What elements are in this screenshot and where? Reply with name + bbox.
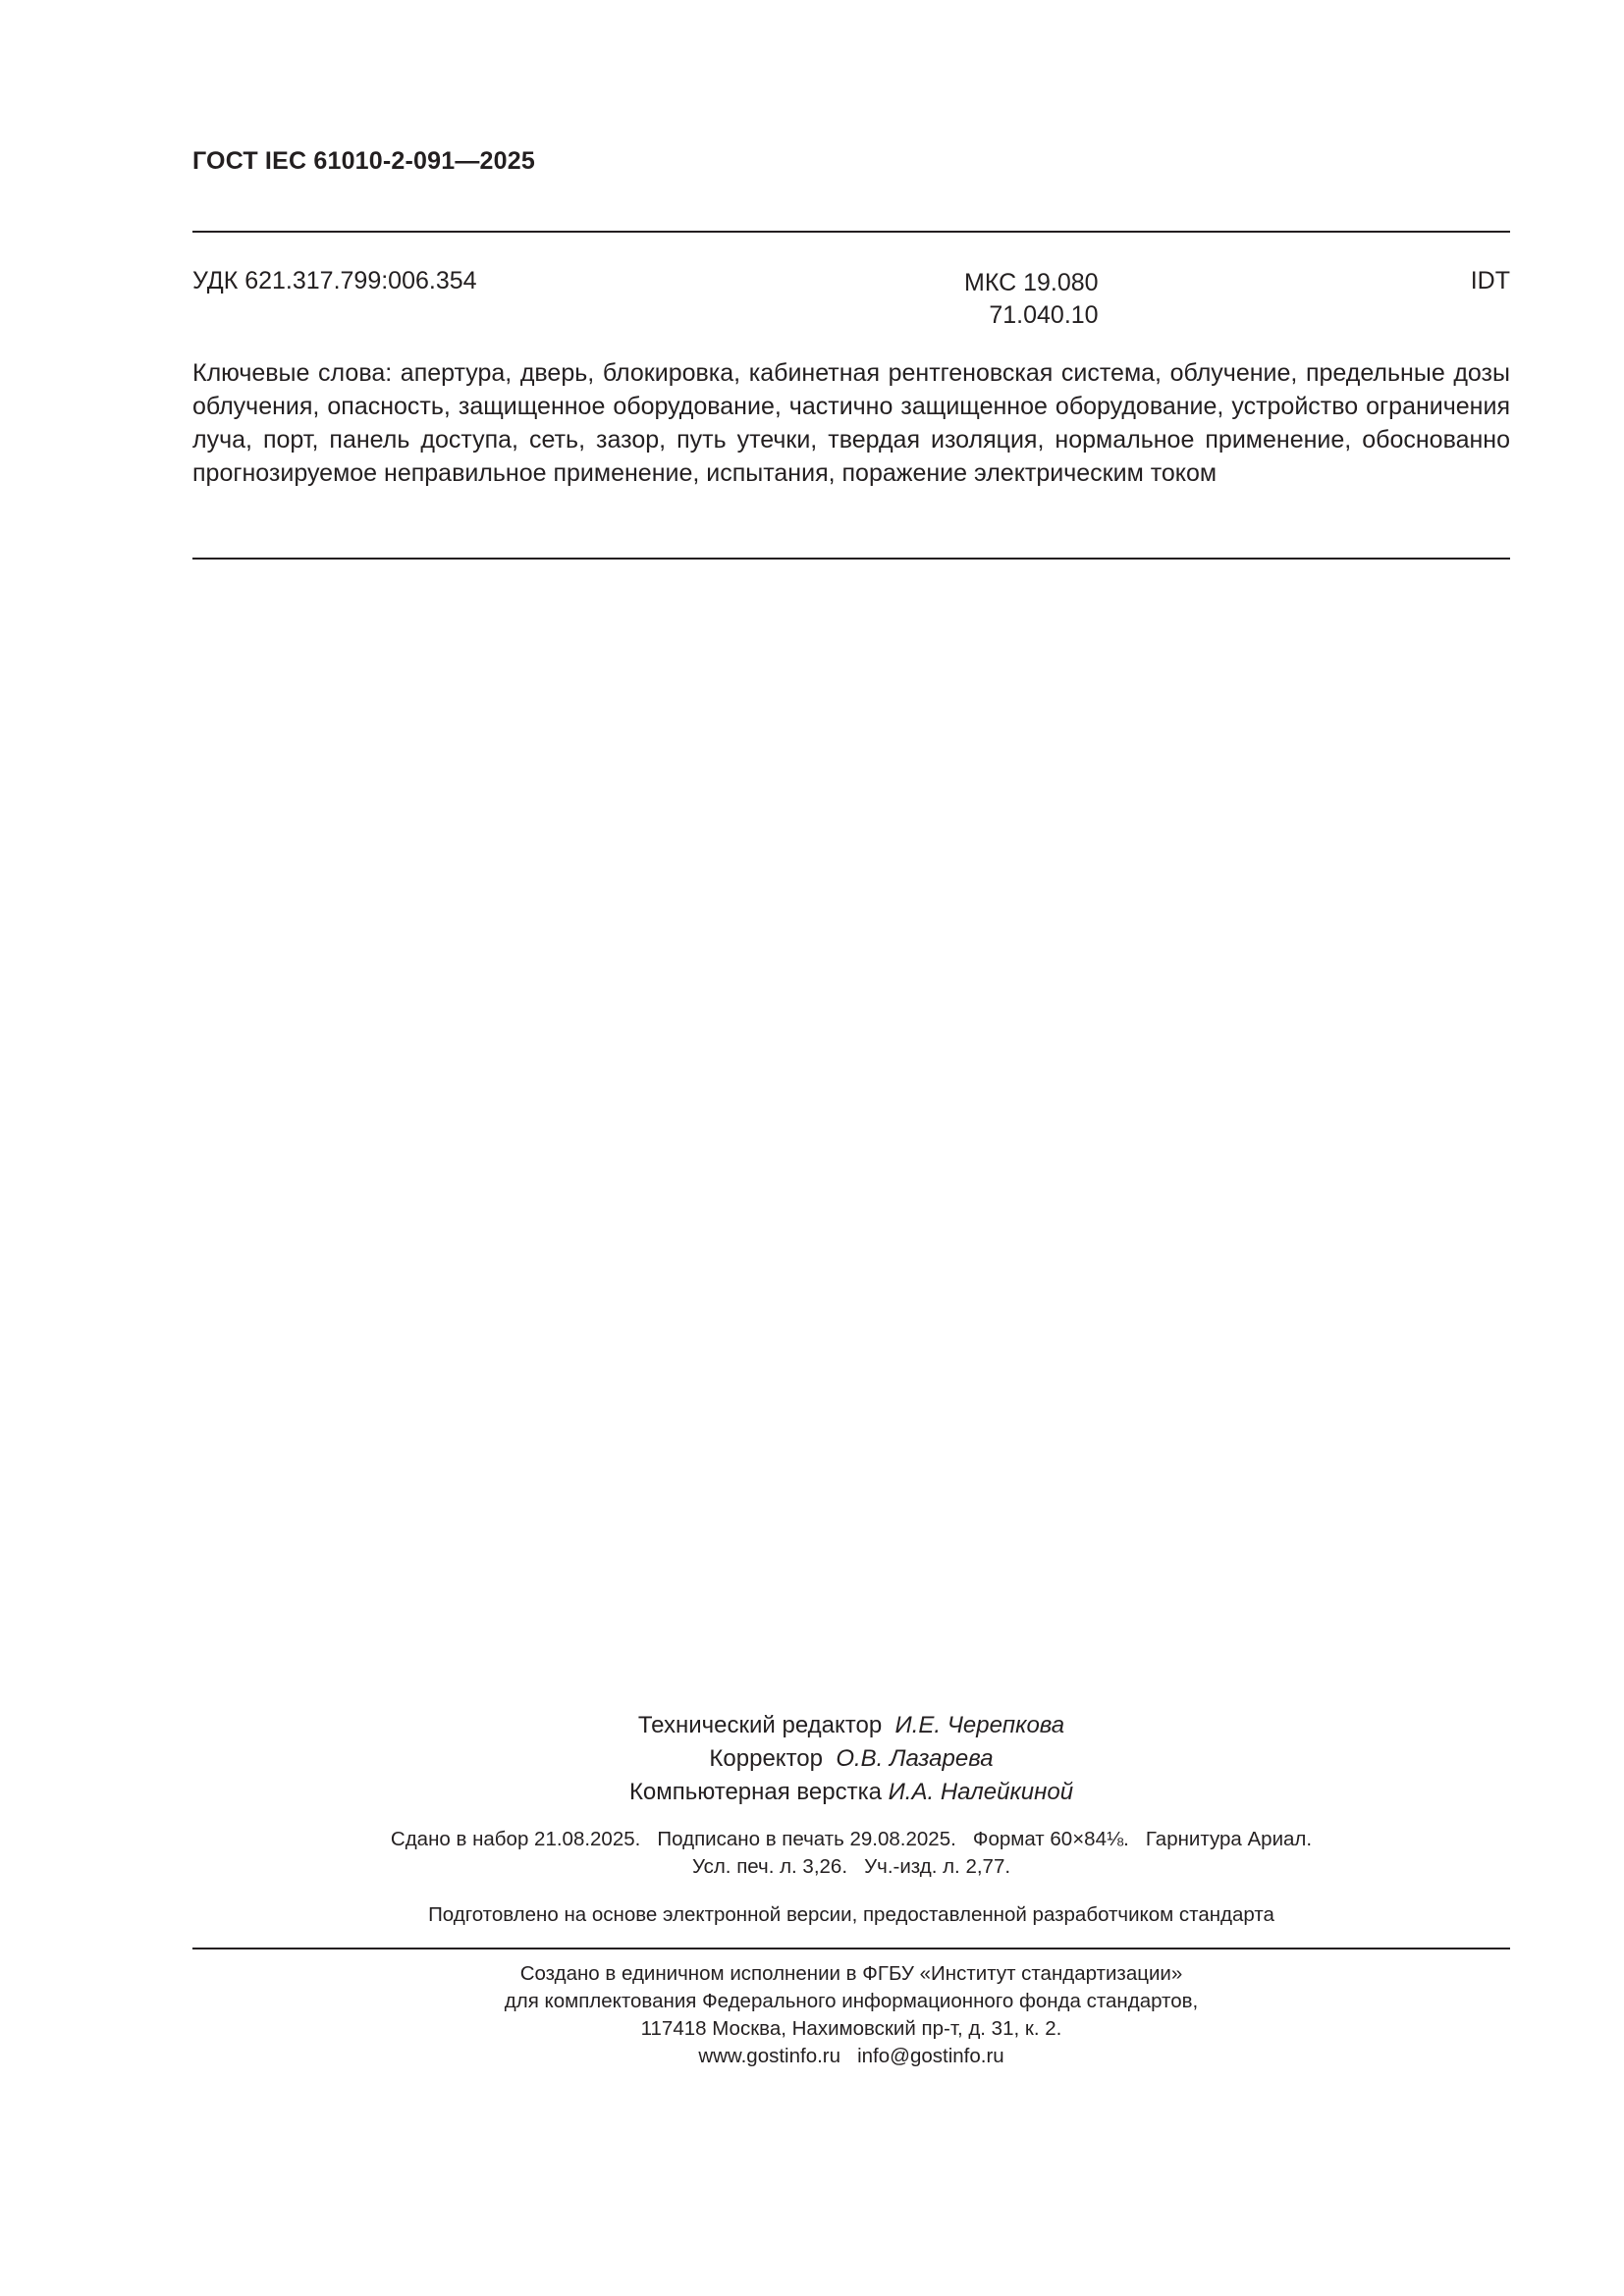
- classification-row: [192, 267, 1510, 336]
- mks-codes: [964, 267, 1099, 332]
- keywords-divider: [192, 558, 1510, 560]
- prepared-note: Подготовлено на основе электронной версии, предоставленной разработчиком стандарта: [428, 1903, 1274, 1926]
- layout-line: [192, 1776, 1510, 1809]
- keywords-paragraph: Ключевые слова: апертура, дверь, блокировка, кабинетная рентгеновская система, облучение, предельные дозы облучения, опасность, защищенное оборудование, частично защищенное оборудование, устройство ограничения луча, порт, панель доступа, сеть, зазор, путь утечки, твердая изоляция, нормальное применение, обоснованно прогнозируемое неправильное применение, испытания, поражение электрическим током: [192, 359, 1510, 487]
- print-info-line-1: Сдано в набор 21.08.2025. Подписано в печать 29.08.2025. Формат 60×84⅛. Гарнитура Ариал.: [390, 1828, 1313, 1850]
- publisher-footer: [192, 1960, 1510, 2070]
- editorial-credits: [192, 1709, 1510, 1809]
- idt-marker: IDT: [1470, 267, 1510, 294]
- tech-editor-name: И.Е. Черепкова: [894, 1712, 1065, 1738]
- mks-code-secondary: 71.040.10: [989, 301, 1099, 329]
- udk-code: УДК 621.317.799:006.354: [192, 267, 477, 294]
- print-info-line-2: Усл. печ. л. 3,26. Уч.-изд. л. 2,77.: [691, 1855, 1011, 1878]
- footer-line-1: Создано в единичном исполнении в ФГБУ «Институт стандартизации»: [519, 1962, 1183, 1985]
- corrector-name: О.В. Лазарева: [836, 1745, 994, 1772]
- layout-label: Компьютерная верстка: [628, 1779, 882, 1805]
- mks-code-primary: МКС 19.080: [964, 269, 1099, 296]
- footer-line-4: www.gostinfo.ru info@gostinfo.ru: [698, 2045, 1004, 2067]
- print-info: [192, 1826, 1510, 1881]
- footer-divider: [192, 1948, 1510, 1949]
- corrector-label: Корректор: [709, 1745, 823, 1772]
- footer-line-2: для комплектования Федерального информационного фонда стандартов,: [504, 1990, 1199, 2012]
- document-code: ГОСТ IEC 61010-2-091—2025: [192, 147, 535, 175]
- corrector-line: [192, 1742, 1510, 1776]
- tech-editor-label: Технический редактор: [637, 1712, 883, 1738]
- top-divider: [192, 231, 1510, 233]
- footer-line-3: 117418 Москва, Нахимовский пр-т, д. 31, к. 2.: [640, 2017, 1062, 2040]
- tech-editor-line: [192, 1709, 1510, 1742]
- layout-name: И.А. Налейкиной: [888, 1779, 1074, 1805]
